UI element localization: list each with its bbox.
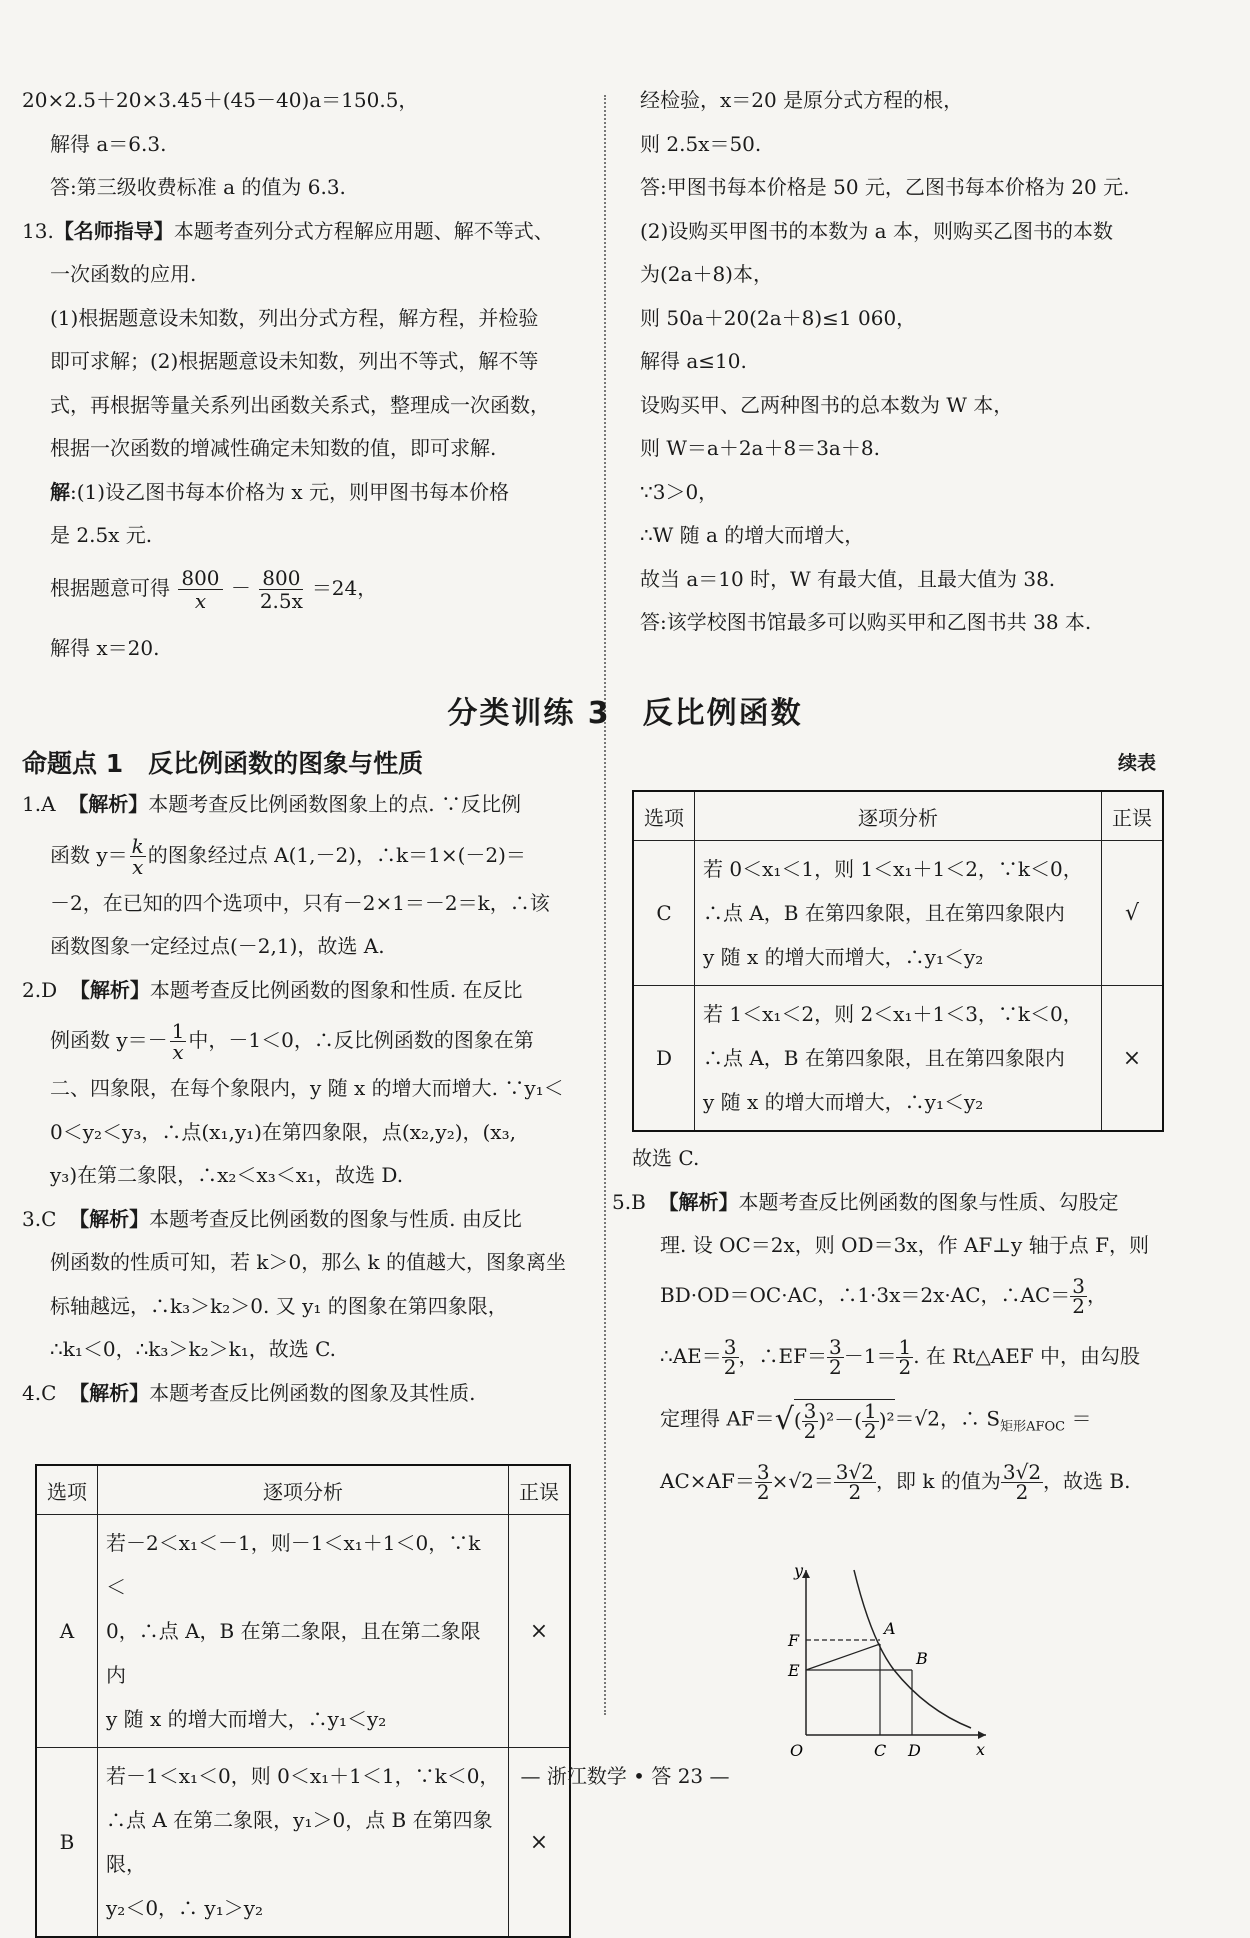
label-C: C	[874, 1741, 887, 1760]
text-line: 式，再根据等量关系列出函数关系式，整理成一次函数，	[50, 392, 550, 417]
fraction: $\frac{800}{x}$	[178, 567, 222, 612]
text-line: BD·OD＝OC·AC，∴1·3x＝2x·AC，∴AC＝ $\frac{3}{2}$ ，	[660, 1273, 1107, 1318]
result-mark: ×	[509, 1515, 571, 1748]
text-line: 故当 a＝10 时，W 有最大值，且最大值为 38.	[640, 566, 1056, 591]
text-line: 解得 a≤10.	[640, 349, 747, 373]
table-row: D 若 1＜x₁＜2，则 2＜x₁＋1＜3，∵k＜0， ∴点 A，B 在第四象限，且在第四象限内 y 随 x 的增大而增大，∴y₁＜y₂ ×	[633, 986, 1163, 1132]
analysis-table-right	[632, 790, 1164, 1132]
text-line: 则 2.5x＝50.	[640, 131, 762, 156]
equation-line: 根据题意可得 $\frac{800}{x}$ － $\frac{800}{2.5x}$ ＝24，	[50, 565, 378, 613]
right-column-bottom	[612, 1146, 1192, 1521]
question-5: 5.B 【解析】本题考查反比例函数的图象与性质、勾股定	[612, 1189, 1119, 1214]
text-line: 例函数 y＝－ $\frac{1}{x}$ 中，－1＜0，∴反比例函数的图象在第	[50, 1019, 534, 1064]
result-mark: ×	[509, 1748, 571, 1938]
solution-line: 解:(1)设乙图书每本价格为 x 元，则甲图书每本价格	[50, 479, 510, 504]
text-line: 理. 设 OC＝2x，则 OD＝3x，作 AF⊥y 轴于点 F，则	[660, 1233, 1149, 1257]
text-line: (1)根据题意设未知数，列出分式方程，解方程，并检验	[50, 305, 539, 330]
fraction: $\frac{3}{2}$	[803, 1398, 817, 1443]
text-line: (2)设购买甲图书的本数为 a 本，则购买乙图书的本数	[640, 218, 1113, 243]
text-line: y₃)在第二象限，∴x₂＜x₃＜x₁，故选 D.	[50, 1163, 404, 1187]
text-line: 例函数的性质可知，若 k＞0，那么 k 的值越大，图象离坐	[50, 1250, 567, 1274]
y-axis-arrow	[802, 1570, 810, 1578]
table-row: B 若－1＜x₁＜0，则 0＜x₁＋1＜1，∵k＜0， ∴点 A 在第二象限，y₁＞0，点 B 在第四象限， y₂＜0，∴ y₁＞y₂ ×	[36, 1748, 570, 1938]
header-analysis: 逐项分析	[695, 791, 1102, 841]
left-column	[22, 88, 582, 679]
text-line: 20×2.5＋20×3.45＋(45－40)a＝150.5，	[22, 88, 419, 112]
text-line: 答:甲图书每本价格是 50 元，乙图书每本价格为 20 元.	[640, 175, 1130, 199]
text-line: AC×AF＝ $\frac{3}{2}$ ×√2＝ $\frac{3√2}{2}$ ，即 k 的值为 $\frac{3√2}{2}$ ，故选 B.	[660, 1459, 1131, 1504]
text-line: ∴AE＝ $\frac{3}{2}$ ，∴EF＝ $\frac{3}{2}$ －1＝ $\frac{1}{2}$ . 在 Rt△AEF 中，由勾股	[660, 1334, 1141, 1379]
table-row: C 若 0＜x₁＜1，则 1＜x₁＋1＜2，∵k＜0， ∴点 A，B 在第四象限，且在第四象限内 y 随 x 的增大而增大，∴y₁＜y₂ √	[633, 841, 1163, 986]
right-column	[640, 88, 1200, 654]
header-option: 选项	[36, 1465, 98, 1515]
text-line: 函数图象一定经过点(－2,1)，故选 A.	[50, 934, 385, 958]
label-A: A	[884, 1619, 896, 1638]
text-line: 一次函数的应用.	[50, 262, 197, 286]
text-line: 经检验，x＝20 是原分式方程的根，	[640, 88, 964, 112]
question-1: 1.A 【解析】本题考查反比例函数图象上的点. ∵反比例	[22, 792, 521, 816]
column-divider	[604, 95, 606, 1715]
text-line: ∴W 随 a 的增大而增大，	[640, 523, 865, 547]
result-mark: √	[1102, 841, 1164, 986]
table-header-row	[633, 791, 1163, 841]
text-line: 二、四象限，在每个象限内，y 随 x 的增大而增大. ∵y₁＜	[50, 1076, 564, 1100]
question-2: 2.D 【解析】本题考查反比例函数的图象和性质. 在反比	[22, 977, 523, 1002]
fraction: $\frac{800}{2.5x}$	[259, 565, 303, 613]
text-line: 答:第三级收费标准 a 的值为 6.3.	[50, 175, 346, 199]
x-axis-arrow	[978, 1731, 986, 1739]
text-line: 则 50a＋20(2a＋8)≤1 060，	[640, 305, 917, 330]
fraction: $\frac{3}{2}$	[756, 1459, 770, 1504]
fraction: $\frac{3}{2}$	[1072, 1273, 1085, 1318]
question-number: 13.	[22, 218, 54, 243]
text-line: 0＜y₂＜y₃，∴点(x₁,y₁)在第四象限，点(x₂,y₂)，(x₃,	[50, 1119, 516, 1144]
label-O: O	[790, 1741, 804, 1760]
text-line: 设购买甲、乙两种图书的总本数为 W 本，	[640, 392, 1014, 417]
question-3: 3.C 【解析】本题考查反比例函数的图象与性质. 由反比	[22, 1206, 522, 1231]
text-line: 为(2a＋8)本，	[640, 262, 773, 286]
text-line: 函数 y＝ $\frac{k}{x}$ 的图象经过点 A(1,－2)，∴k＝1×(－2)＝	[50, 833, 526, 879]
label-B: B	[916, 1649, 928, 1668]
left-column-bottom	[22, 792, 582, 1424]
question-13-head: 13.【名师指导】本题考查列分式方程解应用题、解不等式、	[22, 218, 554, 243]
text-line: 即可求解；(2)根据题意设未知数，列出不等式，解不等	[50, 349, 539, 373]
label-x: x	[976, 1740, 986, 1759]
fraction: $\frac{1}{2}$	[863, 1398, 877, 1443]
fraction: $\frac{3}{2}$	[723, 1334, 737, 1379]
subsection-title: 命题点 1 反比例函数的图象与性质	[22, 749, 424, 778]
text-line: ∵3＞0，	[640, 479, 719, 504]
text-line: 根据一次函数的增减性确定未知数的值，即可求解.	[50, 436, 497, 460]
page-footer: — 浙江数学 • 答 23 —	[520, 1764, 730, 1788]
label-E: E	[788, 1661, 800, 1680]
fraction: $\frac{1}{2}$	[898, 1334, 912, 1379]
label-y: y	[794, 1561, 804, 1580]
text-line: 标轴越远，∴k₃＞k₂＞0. 又 y₁ 的图象在第四象限，	[50, 1293, 508, 1318]
analysis-table-left	[35, 1464, 571, 1938]
header-result: 正误	[509, 1465, 571, 1515]
section-title: 分类训练 3 反比例函数	[447, 696, 803, 731]
text-line: －2，在已知的四个选项中，只有－2×1＝－2＝k，∴该	[50, 890, 550, 915]
solution-label: 解	[50, 479, 70, 504]
header-analysis: 逐项分析	[98, 1465, 509, 1515]
text-line: 答:该学校图书馆最多可以购买甲和乙图书共 38 本.	[640, 610, 1092, 634]
text-line: 定理得 AF＝√( $\frac{3}{2}$ )²－( $\frac{1}{2}$ )²＝√2，∴ $S_{矩形AFOC}$ ＝	[660, 1398, 1092, 1443]
text-line: 是 2.5x 元.	[50, 523, 153, 547]
text-line: 故选 C.	[632, 1146, 700, 1170]
text-line: 解得 a＝6.3.	[50, 131, 167, 156]
continued-label: 续表	[1118, 752, 1157, 774]
fraction: $\frac{k}{x}$	[131, 833, 144, 879]
fraction: $\frac{3√2}{2}$	[835, 1459, 874, 1504]
fraction: $\frac{3}{2}$	[829, 1334, 842, 1379]
fraction: $\frac{3√2}{2}$	[1002, 1459, 1042, 1504]
header-result: 正误	[1102, 791, 1164, 841]
table-header-row	[36, 1465, 570, 1515]
text-line: 则 W＝a＋2a＋8＝3a＋8.	[640, 436, 880, 460]
inverse-function-graph	[776, 1560, 1006, 1760]
question-tag: 【名师指导】	[53, 218, 174, 243]
text-line: 解得 x＝20.	[50, 635, 160, 660]
label-F: F	[788, 1631, 800, 1650]
fraction: $\frac{1}{x}$	[171, 1019, 185, 1064]
result-mark: ×	[1102, 986, 1164, 1132]
text-line: ∴k₁＜0，∴k₃＞k₂＞k₁，故选 C.	[50, 1337, 337, 1361]
line-EA	[806, 1644, 880, 1670]
table-row: A 若－2＜x₁＜－1，则－1＜x₁＋1＜0，∵k＜ 0，∴点 A，B 在第二象限，且在第二象限内 y 随 x 的增大而增大，∴y₁＜y₂ ×	[36, 1515, 570, 1748]
header-option: 选项	[633, 791, 695, 841]
question-4: 4.C 【解析】本题考查反比例函数的图象及其性质.	[22, 1380, 476, 1405]
label-D: D	[908, 1741, 921, 1760]
